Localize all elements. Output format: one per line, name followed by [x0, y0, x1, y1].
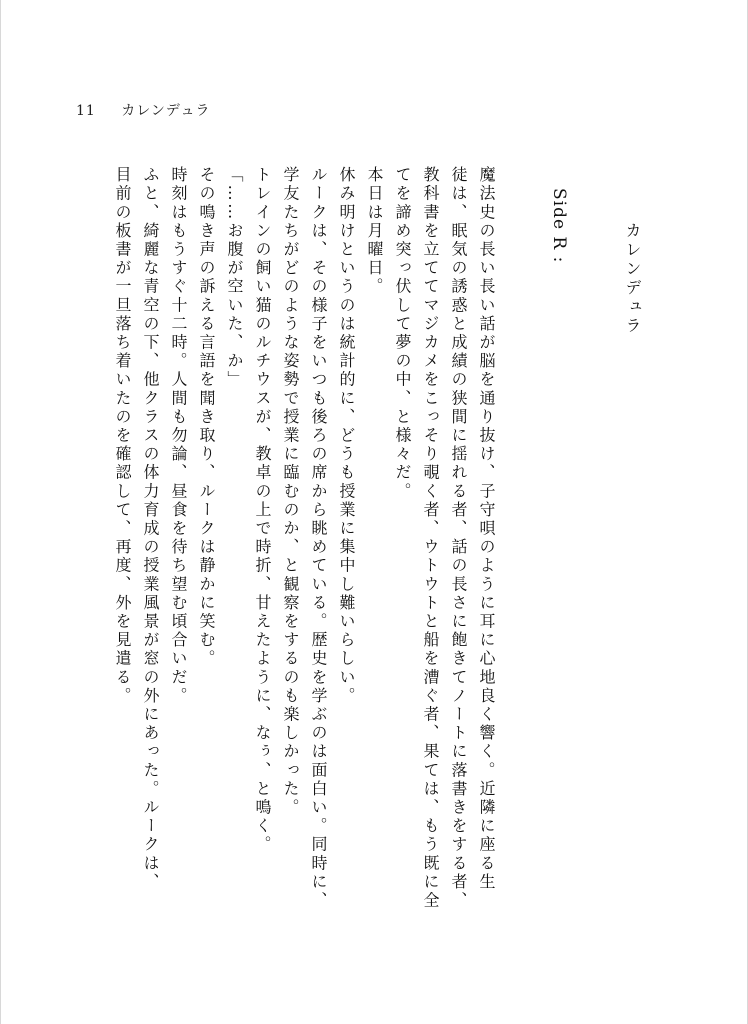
text-line-7: ルークは、その様子をいつも後ろの席から眺めている。歴史を学ぶのは面白い。同時に、: [309, 166, 328, 910]
text-line-4: てを諦め突っ伏して夢の中、と様々だ。: [393, 166, 412, 501]
text-line-8: 学友たちがどのような姿勢で授業に臨むのか、と観察をするのも楽しかった。: [281, 166, 300, 817]
text-line-2: 徒は、眠気の誘惑と成績の狭間に揺れる者、話の長さに飽きてノートに落書きをする者、: [449, 166, 468, 910]
text-line-12: 時刻はもうすぐ十二時。人間も勿論、昼食を待ち望む頃合いだ。: [169, 166, 188, 706]
running-title: カレンデュラ: [121, 103, 211, 119]
text-line-13: ふと、綺麗な青空の下、他クラスの体力育成の授業風景が窓の外にあった。ルークは、: [141, 166, 160, 892]
text-line-10: 「……お腹が空いた、か」: [225, 166, 244, 390]
chapter-subtitle: Side R :: [549, 188, 569, 264]
text-line-3: 教科書を立ててマジカメをこっそり覗く者、ウトウトと船を漕ぐ者、果ては、もう既に全: [421, 166, 440, 910]
body-text: [80, 166, 500, 910]
text-line-9: トレインの飼い猫のルチウスが、教卓の上で時折、甘えたように、なぅ、と鳴く。: [253, 166, 272, 855]
text-line-11: その鳴き声の訴える言語を聞き取り、ルークは静かに笑む。: [197, 166, 216, 669]
running-header: [76, 100, 211, 120]
chapter-title: カレンデュラ: [623, 222, 642, 336]
text-line-1: 魔法史の長い長い話が脳を通り抜け、子守唄のように耳に心地良く響く。近隣に座る生: [477, 166, 496, 892]
text-line-6: 休み明けというのは統計的に、どうも授業に集中し難いらしい。: [337, 166, 356, 706]
text-line-14: 目前の板書が一旦落ち着いたのを確認して、再度、外を見遣る。: [113, 166, 132, 706]
page-number: 11: [76, 103, 96, 119]
text-line-5: 本日は月曜日。: [365, 166, 384, 297]
